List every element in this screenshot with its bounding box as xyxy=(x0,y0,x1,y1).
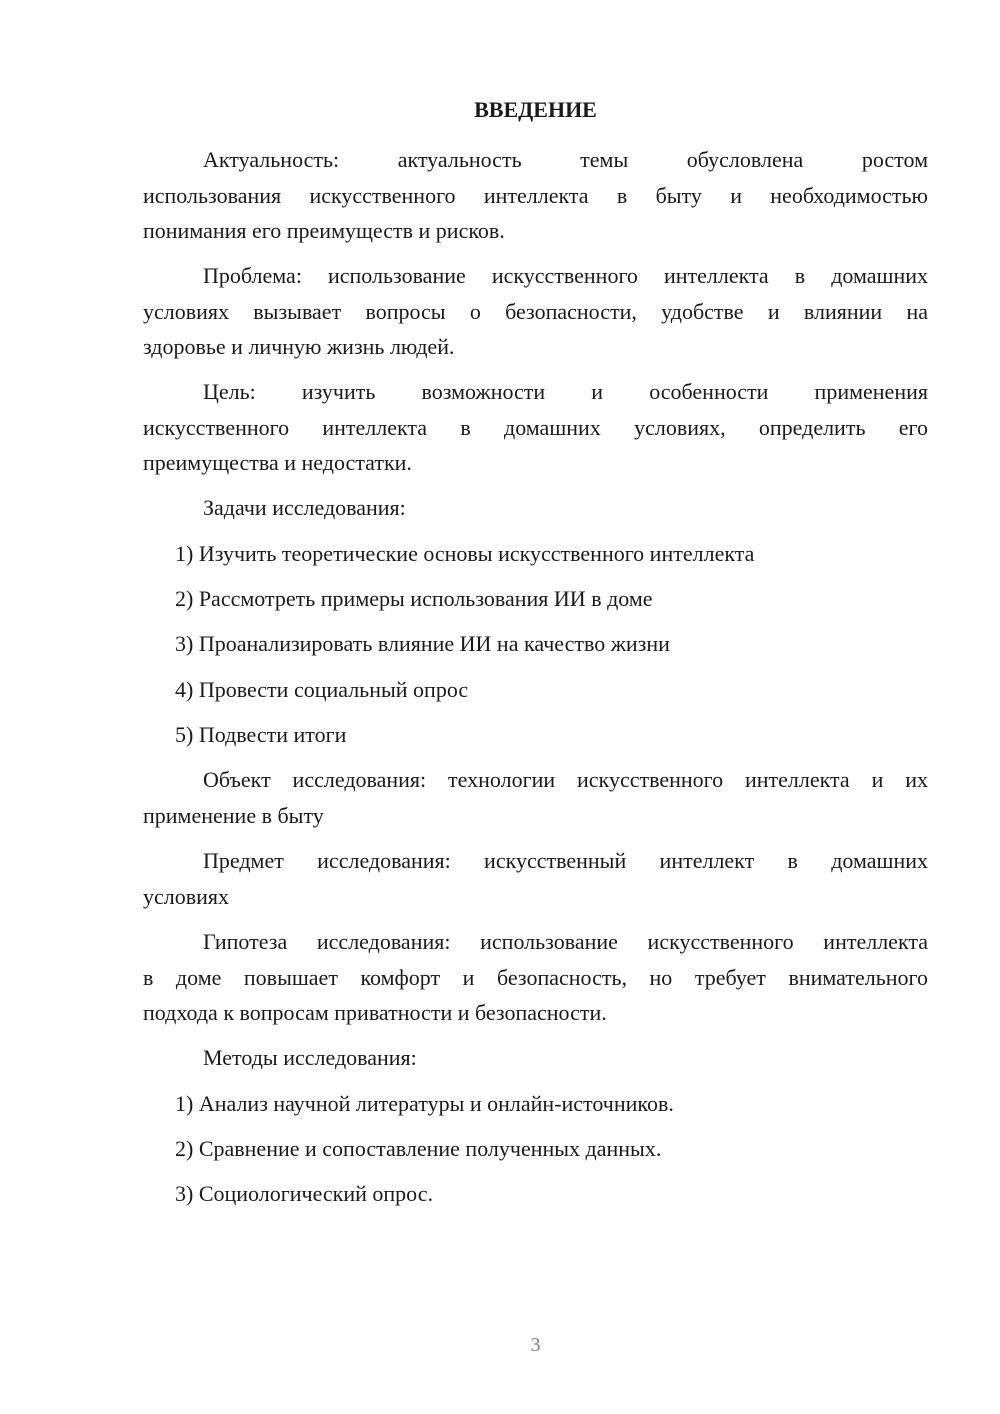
goal-line-2: искусственного интеллекта в домашних условиях, определить его xyxy=(143,414,928,440)
methods-list-item: 2) Сравнение и сопоставление полученных данных. xyxy=(175,1136,662,1161)
goal-paragraph xyxy=(143,374,928,481)
object-line-1: Объект исследования: технологии искусственного интеллекта и их xyxy=(203,767,928,792)
tasks-list-item: 4) Провести социальный опрос xyxy=(175,677,469,702)
problem-paragraph xyxy=(143,258,928,365)
subject-line-1: Предмет исследования: искусственный интеллект в домашних xyxy=(203,848,928,873)
document-page xyxy=(143,0,928,1414)
problem-line-2: условиях вызывает вопросы о безопасности, удобстве и влиянии на xyxy=(143,298,928,324)
goal-line-3: преимущества и недостатки. xyxy=(143,450,412,475)
tasks-heading: Задачи исследования: xyxy=(203,495,406,520)
relevance-line-3: понимания его преимуществ и рисков. xyxy=(143,218,505,243)
methods-list-item: 1) Анализ научной литературы и онлайн-источников. xyxy=(175,1091,674,1116)
hypothesis-paragraph xyxy=(143,924,928,1031)
methods-heading: Методы исследования: xyxy=(203,1045,417,1070)
subject-line-2: условиях xyxy=(143,883,230,909)
page-title: ВВЕДЕНИЕ xyxy=(474,97,597,122)
tasks-list-item: 2) Рассмотреть примеры использования ИИ в доме xyxy=(175,586,653,611)
tasks-list-item: 1) Изучить теоретические основы искусственного интеллекта xyxy=(175,541,755,566)
tasks-list-item: 3) Проанализировать влияние ИИ на качество жизни xyxy=(175,631,670,656)
relevance-line-2: использования искусственного интеллекта в быту и необходимостью xyxy=(143,182,928,208)
relevance-line-1: Актуальность: актуальность темы обусловлена ростом xyxy=(203,147,928,172)
object-paragraph xyxy=(143,762,928,833)
problem-line-1: Проблема: использование искусственного интеллекта в домашних xyxy=(203,263,928,288)
subject-paragraph xyxy=(143,843,928,914)
page-number: 3 xyxy=(530,1334,541,1356)
problem-line-3: здоровье и личную жизнь людей. xyxy=(143,334,455,359)
object-line-2: применение в быту xyxy=(143,802,324,828)
methods-list-item: 3) Социологический опрос. xyxy=(175,1181,433,1206)
tasks-list-item: 5) Подвести итоги xyxy=(175,722,347,747)
goal-line-1: Цель: изучить возможности и особенности применения xyxy=(203,379,928,404)
relevance-paragraph xyxy=(143,142,928,249)
hypothesis-line-2: в доме повышает комфорт и безопасность, но требует внимательного xyxy=(143,964,928,990)
hypothesis-line-1: Гипотеза исследования: использование искусственного интеллекта xyxy=(203,929,928,954)
hypothesis-line-3: подхода к вопросам приватности и безопасности. xyxy=(143,1000,607,1025)
